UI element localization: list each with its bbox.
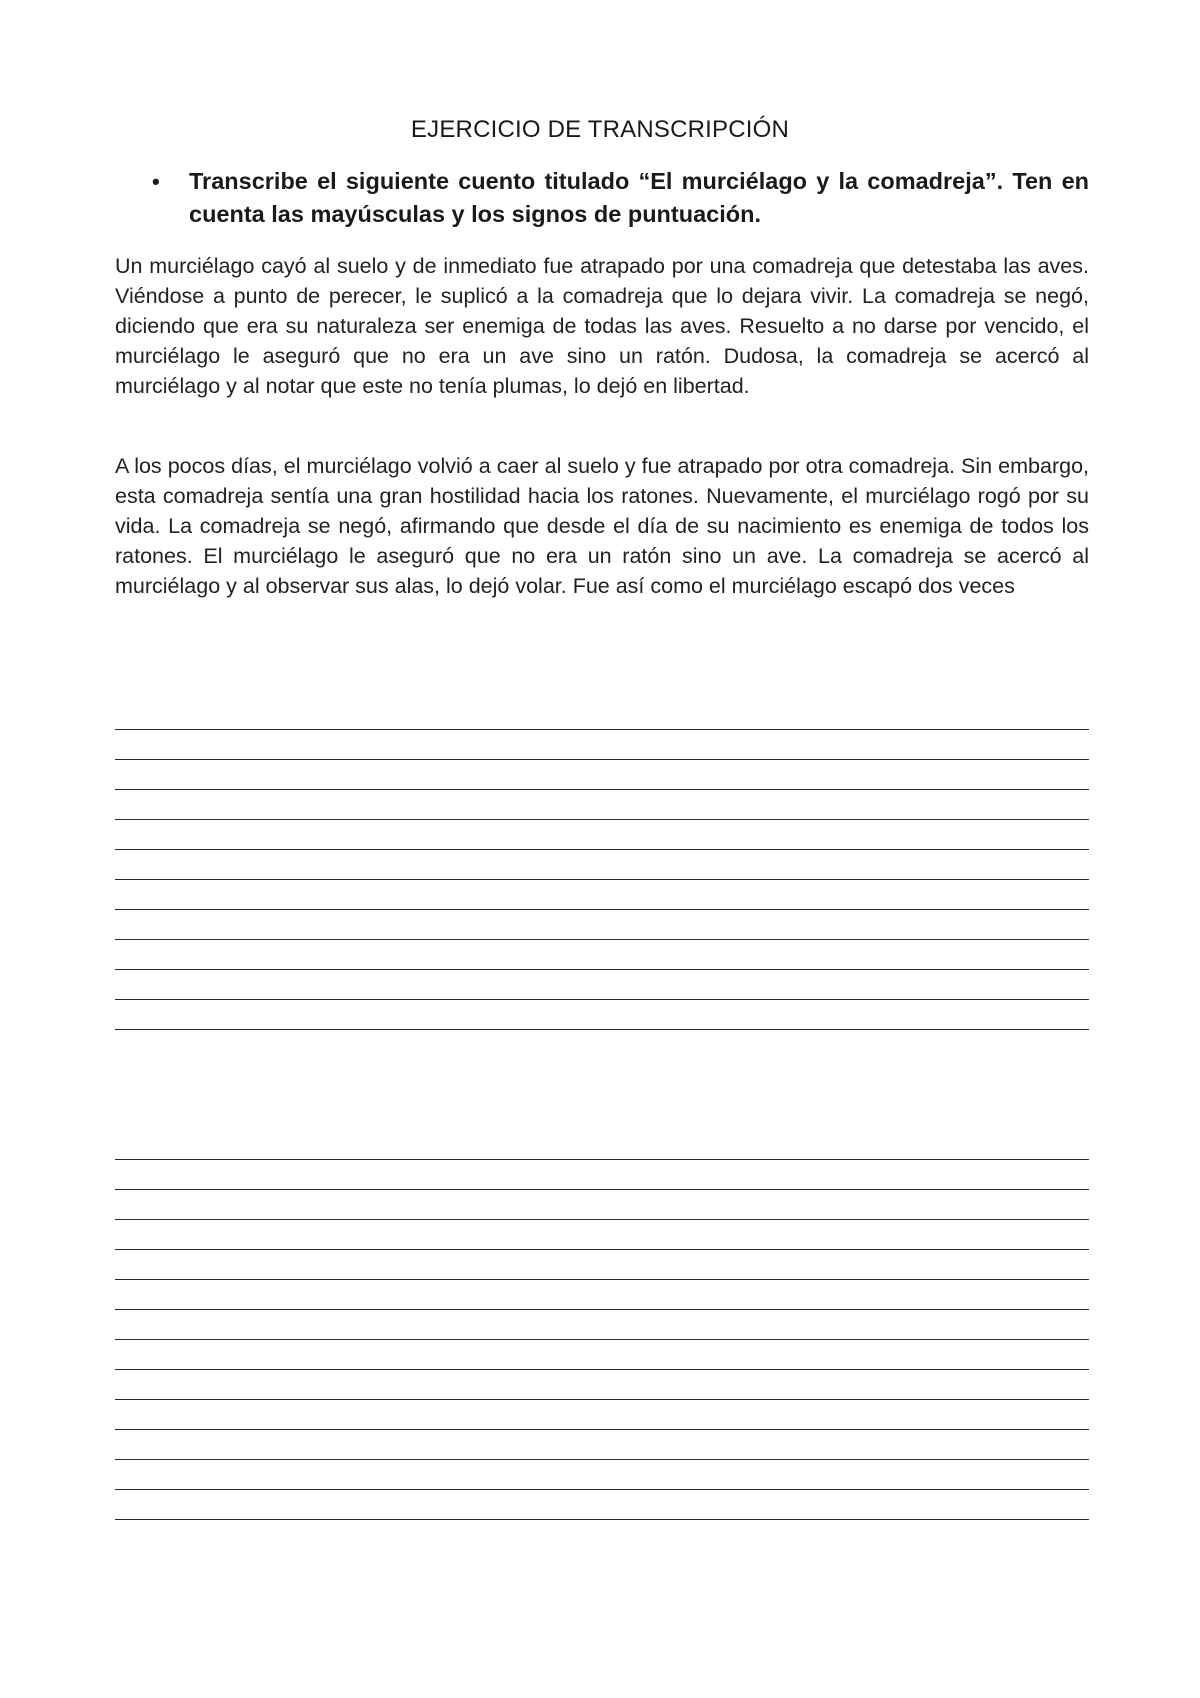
- writing-line: [115, 760, 1089, 790]
- writing-line: [115, 1130, 1089, 1160]
- writing-line: [115, 790, 1089, 820]
- bullet-icon: •: [152, 169, 160, 194]
- writing-line: [115, 1340, 1089, 1370]
- writing-line: [115, 1430, 1089, 1460]
- writing-line: [115, 1460, 1089, 1490]
- writing-line: [115, 910, 1089, 940]
- writing-line: [115, 1280, 1089, 1310]
- instruction-text: Transcribe el siguiente cuento titulado “El murciélago y la comadreja”. Ten en cuenta las mayúsculas y los signos de puntuación.: [189, 168, 1089, 227]
- writing-line: [115, 1490, 1089, 1520]
- story-paragraph-2: A los pocos días, el murciélago volvió a caer al suelo y fue atrapado por otra comadreja. Sin embargo, esta comadreja sentía una gran hostilidad hacia los ratones. Nuevamente, el murciélago rogó por su vida. La comadreja se negó, afirmando que desde el día de su nacimiento es enemiga de todos los ratones. El murciélago le aseguró que no era un ratón sino un ave. La comadreja se acercó al murciélago y al observar sus alas, lo dejó volar. Fue así como el murciélago escapó dos veces: [115, 454, 1089, 598]
- writing-line: [115, 730, 1089, 760]
- story-paragraph-1: Un murciélago cayó al suelo y de inmediato fue atrapado por una comadreja que detestaba las aves. Viéndose a punto de perecer, le suplicó a la comadreja que lo dejara vivir. La comadreja se negó, diciendo que era su naturaleza ser enemiga de todas las aves. Resuelto a no darse por vencido, el murciélago le aseguró que no era un ave sino un ratón. Dudosa, la comadreja se acercó al murciélago y al notar que este no tenía plumas, lo dejó en libertad.: [115, 254, 1089, 398]
- writing-line: [115, 820, 1089, 850]
- writing-line: [115, 1220, 1089, 1250]
- writing-line: [115, 1000, 1089, 1030]
- writing-lines-group-1: [115, 700, 1089, 1030]
- writing-line: [115, 1370, 1089, 1400]
- writing-line: [115, 1190, 1089, 1220]
- writing-line: [115, 1250, 1089, 1280]
- writing-line: [115, 880, 1089, 910]
- writing-line: [115, 940, 1089, 970]
- writing-line: [115, 970, 1089, 1000]
- writing-line: [115, 850, 1089, 880]
- writing-line: [115, 1160, 1089, 1190]
- writing-line: [115, 1400, 1089, 1430]
- writing-line: [115, 1310, 1089, 1340]
- page-title: EJERCICIO DE TRANSCRIPCIÓN: [410, 116, 790, 143]
- writing-lines-group-2: [115, 1130, 1089, 1520]
- writing-line: [115, 700, 1089, 730]
